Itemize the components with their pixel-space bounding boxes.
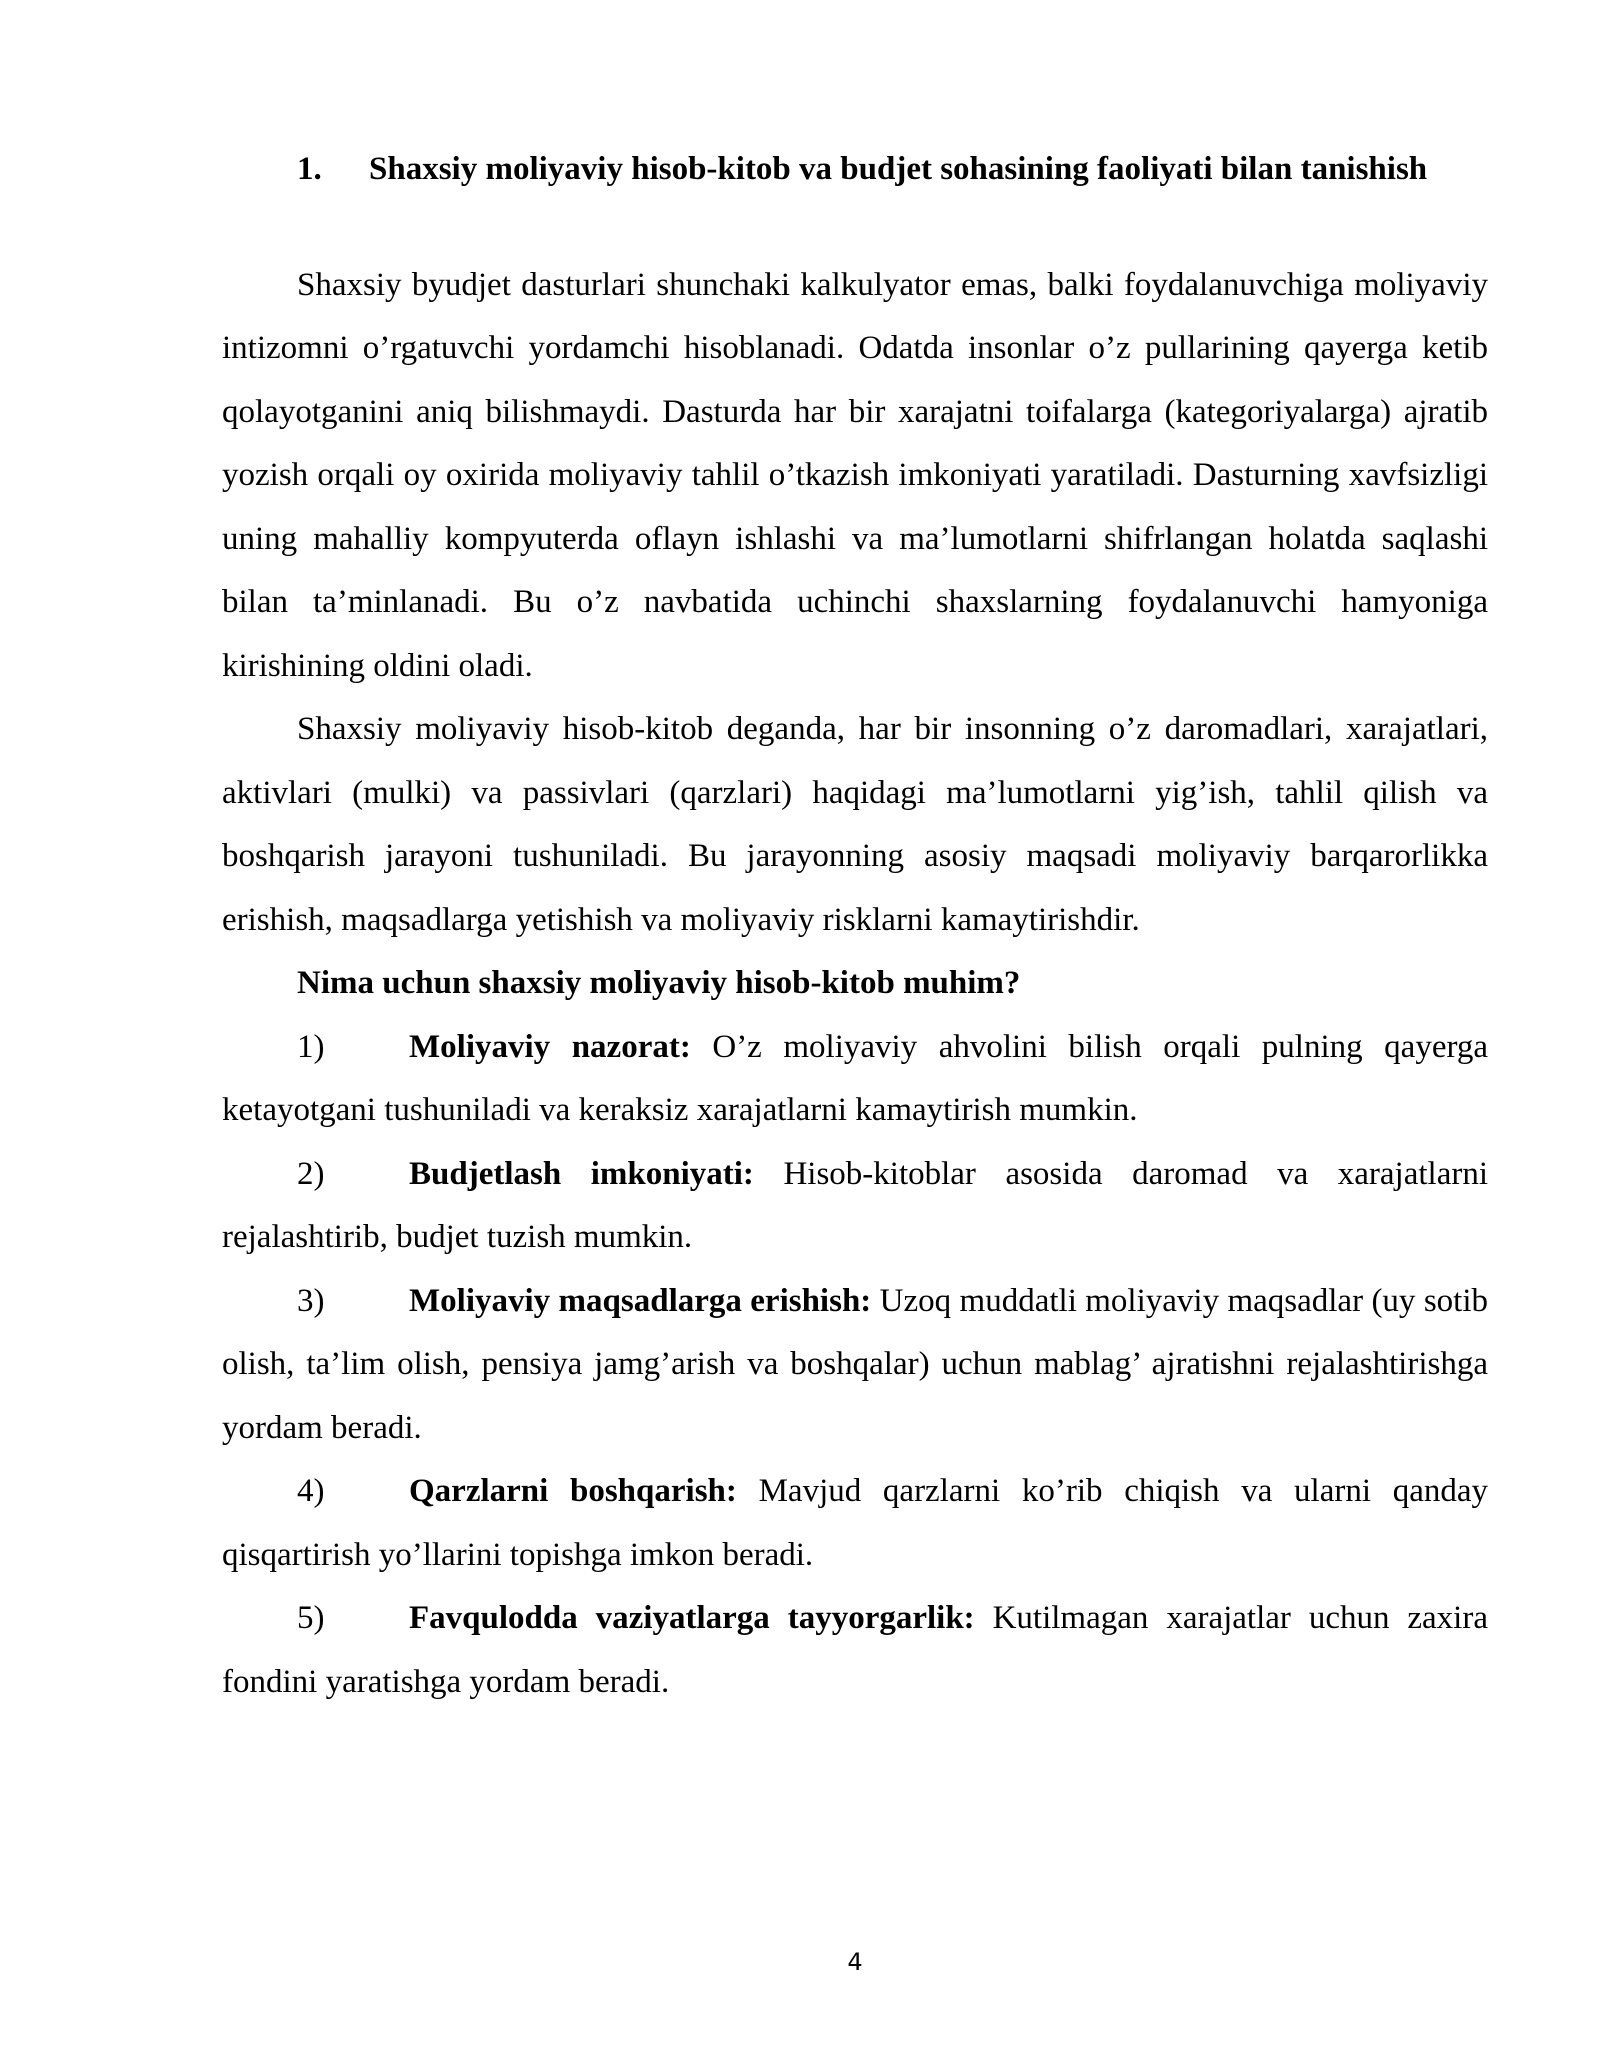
list-item-text: Kutilmagan xarajatlar uchun zaxira fondini yaratishga yordam beradi. (222, 1600, 1488, 1700)
list-item-text: Mavjud qarzlarni ko’rib chiqish va ularni qanday qisqartirish yo’llarini topishga imkon beradi. (222, 1473, 1488, 1573)
list-item (222, 1016, 1488, 1143)
list-item-text: Hisob-kitoblar asosida daromad va xarajatlarni rejalashtirib, budjet tuzish mumkin. (222, 1155, 1488, 1255)
list-item-term: Qarzlarni boshqarish: (409, 1473, 737, 1509)
list-item-number: 2) (297, 1155, 325, 1192)
list-item (222, 1587, 1488, 1714)
spacer (222, 202, 1488, 254)
list-item (222, 1460, 1488, 1587)
paragraph-2: Shaxsiy moliyaviy hisob-kitob deganda, har bir insonning o’z daromadlari, xarajatlari, aktivlari (mulki) va passivlari (qarzlari) haqidagi ma’lumotlarni yig’ish, tahlil qilish va boshqarish jarayoni tushuniladi. Bu jarayonning asosiy maqsadi moliyaviy barqarorlikka erishish, maqsadlarga yetishish va moliyaviy risklarni kamaytirishdir. (222, 711, 1488, 938)
list-item (222, 1143, 1488, 1270)
question-heading: Nima uchun shaxsiy moliyaviy hisob-kitob muhim? (297, 965, 1021, 1001)
list-item-number: 4) (297, 1473, 325, 1509)
list-item-term: Budjetlash imkoniyati: (409, 1155, 754, 1192)
section-number: 1. (297, 151, 322, 187)
list-item-text: Uzoq muddatli moliyaviy maqsadlar (uy sotib olish, ta’lim olish, pensiya jamg’arish va boshqalar) uchun mablag’ ajratishni rejalashtirishga yordam beradi. (222, 1282, 1488, 1446)
list-item-number: 3) (297, 1282, 325, 1319)
list-item-number: 5) (297, 1600, 325, 1636)
list-item-number: 1) (297, 1028, 325, 1065)
page-number: 4 (847, 1948, 863, 1976)
paragraph-1: Shaxsiy byudjet dasturlari shunchaki kalkulyator emas, balki foydalanuvchiga moliyaviy intizomni o’rgatuvchi yordamchi hisoblanadi. Odatda insonlar o’z pullarining qayerga ketib qolayotganini aniq bilishmaydi. Dasturda har bir xarajatni toifalarga (kategoriyalarga) ajratib yozish orqali oy oxirida moliyaviy tahlil o’tkazish imkoniyati yaratiladi. Dasturning xavfsizligi uning mahalliy kompyuterda oflayn ishlashi va ma’lumotlarni shifrlangan holatda saqlashi bilan ta’minlanadi. Bu o’z navbatida uchinchi shaxslarning foydalanuvchi hamyoniga kirishining oldini oladi. (222, 266, 1488, 684)
list-item-text: O’z moliyaviy ahvolini bilish orqali pulning qayerga ketayotgani tushuniladi va keraksiz xarajatlarni kamaytirish mumkin. (222, 1028, 1489, 1128)
document-page (222, 138, 1488, 1714)
section-heading (222, 138, 1488, 202)
list-item-term: Favqulodda vaziyatlarga tayyorgarlik: (409, 1600, 975, 1636)
list-item-term: Moliyaviy nazorat: (409, 1028, 691, 1065)
section-title: Shaxsiy moliyaviy hisob-kitob va budjet sohasining faoliyati bilan tanishish (369, 151, 1428, 187)
list-item-term: Moliyaviy maqsadlarga erishish: (409, 1282, 872, 1319)
list-item (222, 1270, 1488, 1461)
